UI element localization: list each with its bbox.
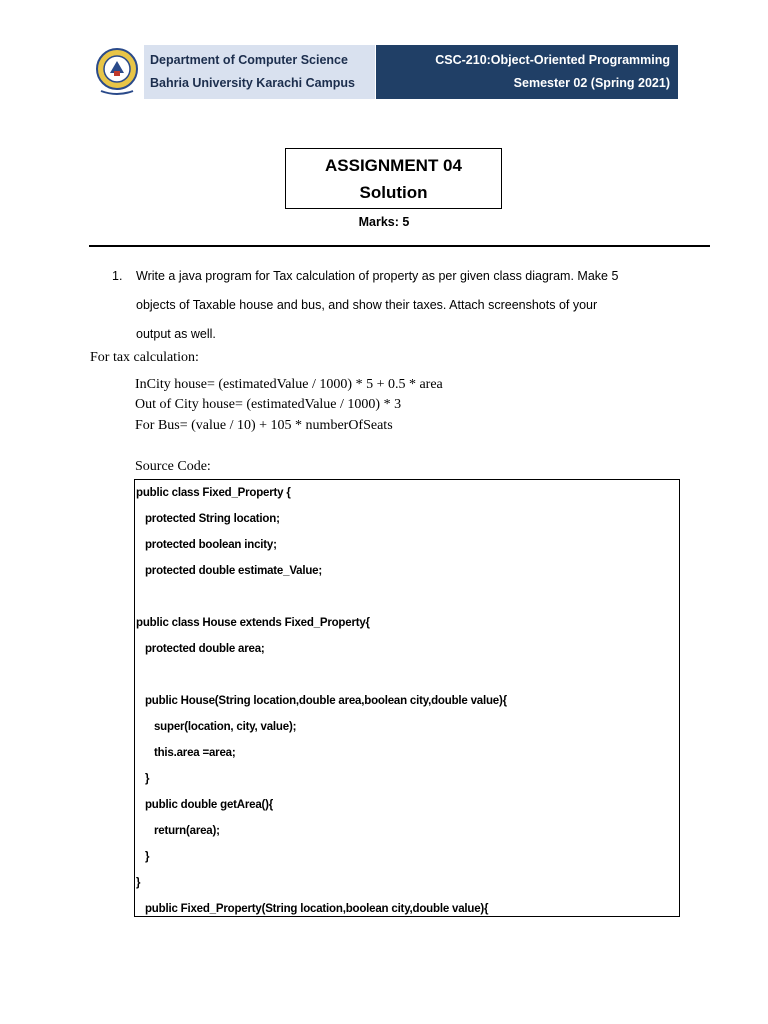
code-line: protected double estimate_Value; — [136, 565, 322, 577]
course-name: CSC-210:Object-Oriented Programming — [435, 53, 670, 67]
source-code-box — [134, 479, 680, 917]
question-text — [136, 262, 702, 349]
question-line: output as well. — [136, 327, 216, 341]
formula-out-of-city-house: Out of City house= (estimatedValue / 1000) * 3 — [135, 397, 402, 412]
code-line: public House(String location,double area,boolean city,double value){ — [136, 695, 507, 707]
marks-label: Marks: 5 — [358, 215, 410, 229]
code-line: protected double area; — [136, 643, 265, 655]
code-line: } — [136, 773, 150, 785]
assignment-subtitle: Solution — [359, 183, 428, 202]
code-line: protected boolean incity; — [136, 539, 277, 551]
code-line: } — [136, 851, 150, 863]
code-line: public double getArea(){ — [136, 799, 274, 811]
code-line: public class Fixed_Property { — [136, 487, 291, 499]
campus-name: Bahria University Karachi Campus — [150, 76, 355, 90]
code-line: protected String location; — [136, 513, 280, 525]
header-course-panel — [376, 45, 678, 99]
question-1 — [112, 262, 702, 349]
formula-bus: For Bus= (value / 10) + 105 * numberOfSeats — [135, 418, 393, 433]
code-line: super(location, city, value); — [136, 721, 297, 733]
source-code-label: Source Code: — [135, 459, 211, 474]
formula-incity-house: InCity house= (estimatedValue / 1000) * 5 + 0.5 * area — [135, 377, 443, 392]
assignment-title: ASSIGNMENT 04 — [325, 156, 462, 175]
header-department-panel — [144, 45, 375, 99]
code-line: } — [136, 877, 141, 889]
question-line: objects of Taxable house and bus, and show their taxes. Attach screenshots of your — [136, 298, 598, 312]
semester-label: Semester 02 (Spring 2021) — [513, 76, 670, 90]
code-line: return(area); — [136, 825, 220, 837]
question-number: 1. — [112, 269, 123, 283]
university-logo — [95, 45, 139, 99]
code-line: this.area =area; — [136, 747, 236, 759]
code-line — [136, 587, 679, 613]
question-line: Write a java program for Tax calculation of property as per given class diagram. Make 5 — [136, 269, 619, 283]
horizontal-divider — [89, 245, 710, 247]
code-line: public Fixed_Property(String location,boolean city,double value){ — [136, 903, 489, 915]
tax-intro: For tax calculation: — [90, 350, 199, 365]
department-name: Department of Computer Science — [150, 53, 348, 67]
code-line: public class House extends Fixed_Property{ — [136, 617, 370, 629]
assignment-title-box — [285, 148, 502, 209]
code-line — [136, 665, 679, 691]
